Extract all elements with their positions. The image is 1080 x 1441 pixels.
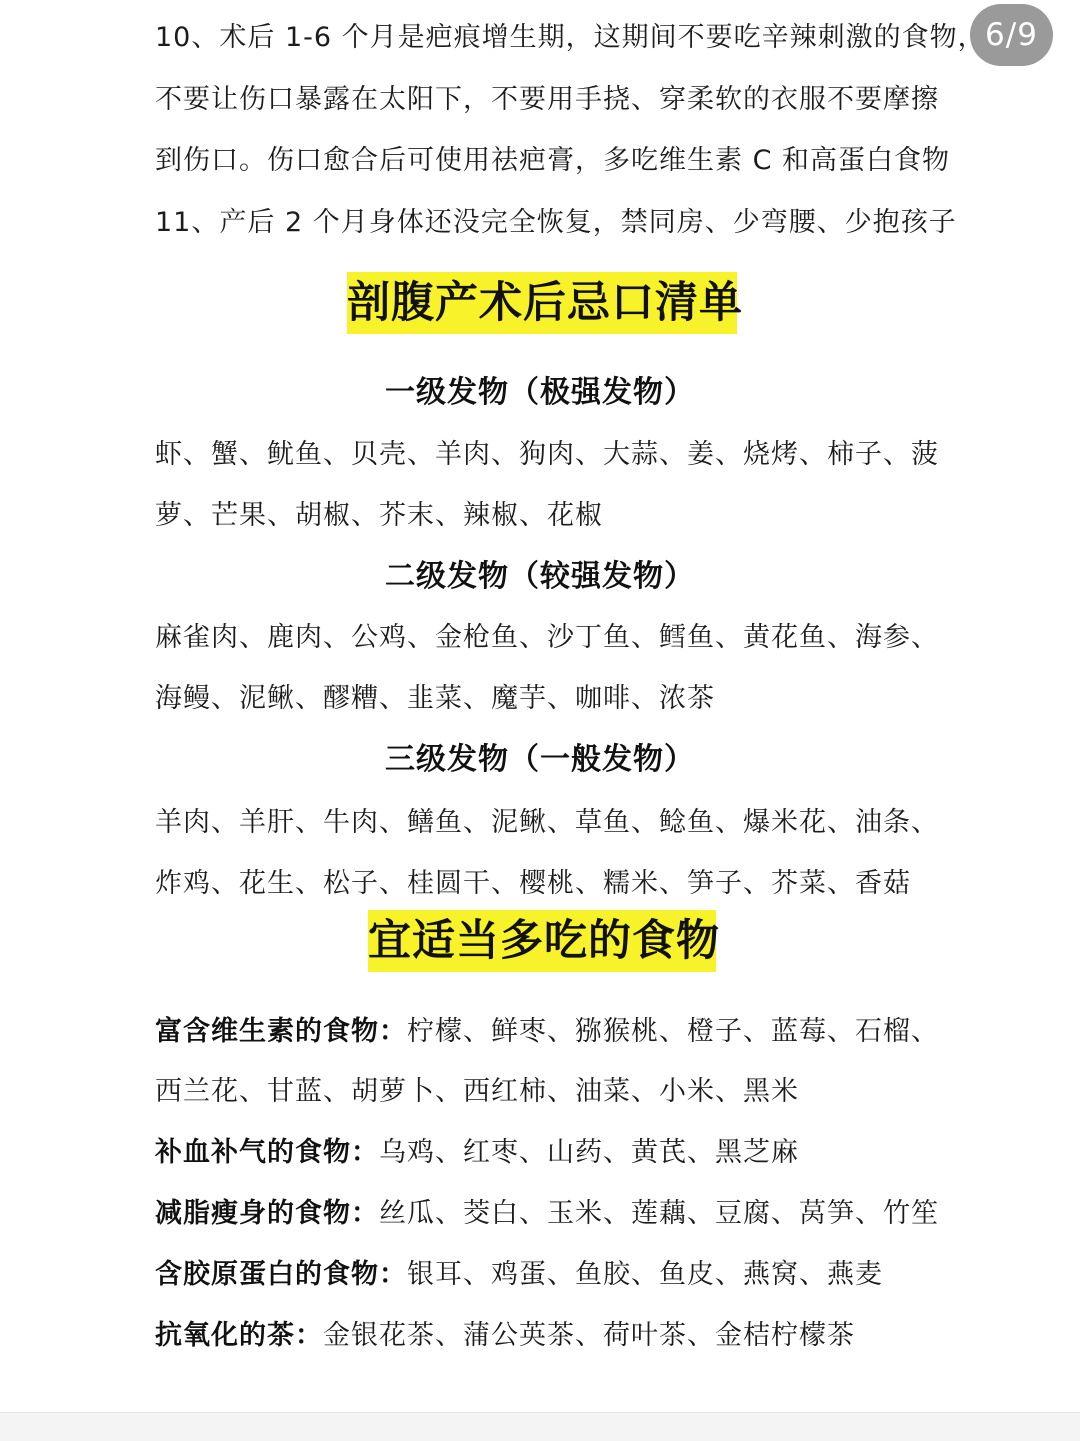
intro-line: 不要让伤口暴露在太阳下，不要用手挠、穿柔软的衣服不要摩擦 [155,84,939,115]
intro-line: 到伤口。伤口愈合后可使用祛疤膏，多吃维生素 C 和高蛋白食物 [155,145,951,176]
antioxidant-tea-label: 抗氧化的茶： [155,1320,323,1351]
level-2-line: 海鳗、泥鳅、醪糟、韭菜、魔芋、咖啡、浓茶 [155,683,715,714]
taboo-list-title: 剖腹产术后忌口清单 [347,272,737,334]
blood-qi-foods-items: 乌鸡、红枣、山药、黄芪、黑芝麻 [379,1137,799,1168]
blood-qi-foods-label: 补血补气的食物： [155,1137,379,1168]
antioxidant-tea-items: 金银花茶、蒲公英茶、荷叶茶、金桔柠檬茶 [323,1320,855,1351]
level-2-heading: 二级发物（较强发物） [385,559,695,594]
slimming-foods-line [155,1191,939,1230]
level-1-line: 虾、蟹、鱿鱼、贝壳、羊肉、狗肉、大蒜、姜、烧烤、柿子、菠 [155,439,939,470]
level-2-line: 麻雀肉、鹿肉、公鸡、金枪鱼、沙丁鱼、鳕鱼、黄花鱼、海参、 [155,622,939,653]
level-3-line: 炸鸡、花生、松子、桂圆干、樱桃、糯米、笋子、芥菜、香菇 [155,868,911,899]
level-1-heading: 一级发物（极强发物） [385,375,695,410]
level-1-line: 萝、芒果、胡椒、芥末、辣椒、花椒 [155,500,603,531]
collagen-foods-label: 含胶原蛋白的食物： [155,1259,407,1290]
antioxidant-tea-line [155,1313,855,1352]
intro-line: 10、术后 1-6 个月是疤痕增生期，这期间不要吃辛辣刺激的食物， [155,22,986,53]
bottom-divider [0,1412,1080,1441]
collagen-foods-items: 银耳、鸡蛋、鱼胶、鱼皮、燕窝、燕麦 [407,1259,883,1290]
page-counter: 6/9 [970,4,1053,66]
slimming-foods-label: 减脂瘦身的食物： [155,1198,379,1229]
vitamin-foods-items: 柠檬、鲜枣、猕猴桃、橙子、蓝莓、石榴、 [407,1016,939,1047]
vitamin-foods-line [155,1009,939,1048]
recommended-title: 宜适当多吃的食物 [368,910,716,972]
blood-qi-foods-line [155,1130,799,1169]
intro-line: 11、产后 2 个月身体还没完全恢复，禁同房、少弯腰、少抱孩子 [155,207,957,238]
level-3-line: 羊肉、羊肝、牛肉、鳝鱼、泥鳅、草鱼、鲶鱼、爆米花、油条、 [155,807,939,838]
level-3-heading: 三级发物（一般发物） [385,742,695,777]
collagen-foods-line [155,1252,883,1291]
vitamin-foods-continuation: 西兰花、甘蓝、胡萝卜、西红柿、油菜、小米、黑米 [155,1076,799,1107]
slimming-foods-items: 丝瓜、茭白、玉米、莲藕、豆腐、莴笋、竹笙 [379,1198,939,1229]
vitamin-foods-label: 富含维生素的食物： [155,1016,407,1047]
